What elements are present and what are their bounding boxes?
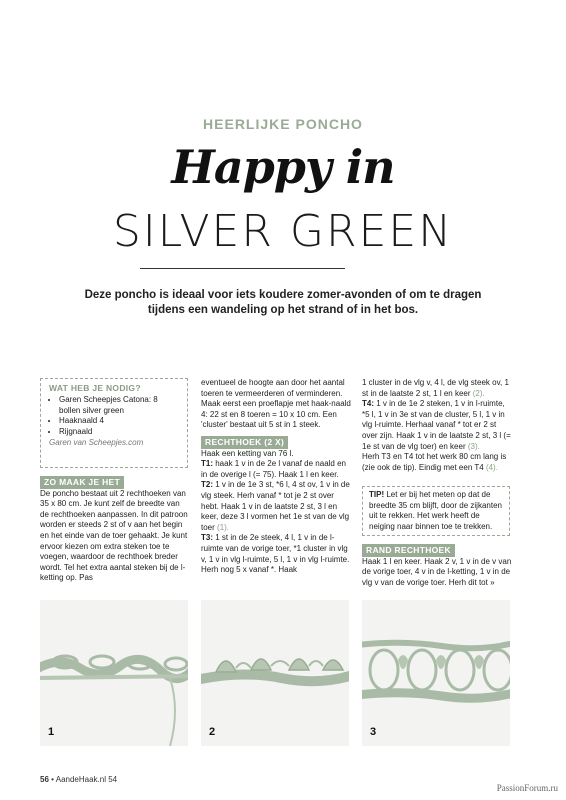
photo-ref: (1). [217,522,230,532]
crochet-strip-image [201,600,349,746]
main-title: SILVER GREEN [112,206,454,257]
row-label: T2: [201,480,213,490]
col2-intro: eventueel de hoogte aan door het aantal toeren te vermeerderen of verminderen. Maak eerst een proeflapje met haak-naald 4: 22 st en 8 toeren = 10 x 10 cm. Een 'cluster' bestaat uit 5 st in 1 steek. [201,378,351,430]
footer-bullet: • [51,775,54,784]
photo-number: 1 [48,726,55,738]
section-heading-border: RAND RECHTHOEK [362,544,455,557]
photo-ref: (2). [472,388,485,398]
row-text: 1 v in de 1e 2 steken, 1 v in l-ruimte, *5 l, 1 v in 3e st van de cluster, 5 l, 1 v in vlg l-ruimte. Herhaal vanaf * tot er 2 st over zijn. Haak 1 v in de laatste 2 st, 3 l (= 1e st van de vlg toer) en keer [362,399,511,451]
row-label: T3: [201,533,213,543]
materials-list [49,395,179,437]
tip-label: TIP! [369,490,385,499]
title-divider [140,268,345,269]
watermark: PassionForum.ru [496,783,558,793]
tip-text: Let er bij het meten op dat de breedte 35 cm blijft, door de zijkanten uit te rekken. Het werk heeft de neiging naar binnen toe te trekken. [369,490,502,531]
intro-text: Deze poncho is ideaal voor iets koudere zomer-avonden of om te dragen tijdens een wandeling op het strand of in het bos. [84,289,482,316]
footer-source: AandeHaak.nl 54 [55,775,118,784]
border-text: Haak 1 l en keer. Haak 2 v, 1 v in de v van de vorige toer, 4 v in de l-ketting, 1 v in de vlg v van de vorige toer. Herh dit tot » [362,556,512,587]
column-3 [362,378,512,473]
border-section [362,544,512,588]
step-photo-3 [362,600,510,746]
kicker-title: HEERLIJKE PONCHO [203,116,363,132]
crochet-strip-image [362,600,510,746]
col1-body: De poncho bestaat uit 2 rechthoeken van 35 x 80 cm. Je kunt zelf de breedte van de rechthoeken aanpassen. In dit patroon worden er steeds 2 st of v aan het begin en het einde van de toer gehaakt. Je kunt ervoor kiezen om extra steken toe te voegen, waardoor de rechthoek breder wordt. Tel het extra aantal steken bij de l-ketting op. Pas [40,488,188,583]
col3-end: Herh T3 en T4 tot het werk 80 cm lang is (zie ook de tip). Eindig met een T4 [362,452,507,472]
photo-number: 2 [209,726,216,738]
section-heading-rectangle: RECHTHOEK (2 X) [201,436,288,449]
col2-line0: Haak een ketting van 76 l. [201,448,294,458]
photo-number: 3 [370,726,377,738]
tip-box [362,486,510,536]
script-title: Happy in [171,140,395,194]
list-item: • Garen Scheepjes Catona: 8 bollen silver green [59,395,179,416]
row-text: haak 1 v in de 2e l vanaf de naald en in de overige l (= 75). Haak 1 l en keer. [201,459,346,479]
column-1 [40,476,190,584]
page-number: 56 [40,775,49,784]
col3-intro: 1 cluster in de vlg v, 4 l, de vlg steek ov, 1 st in de laatste 2 st, 1 l en keer [362,378,509,398]
page-footer [40,775,117,784]
section-heading-how-to: ZO MAAK JE HET [40,476,124,489]
list-item: • Haaknaald 4 [59,416,179,427]
row-label: T4: [362,399,374,409]
row-label: T1: [201,459,213,469]
photo-ref: (3). [467,441,480,451]
row-text: 1 v in de 1e 3 st, *6 l, 4 st ov, 1 v in de vlg steek. Herh vanaf * tot je 2 st over hebt. Haak 1 v in de laatste 2 st, 3 l en keer, deze 3 l vormen het 1e st van de vlg toer [201,480,350,532]
yarn-credit: Garen van Scheepjes.com [49,438,144,448]
list-item: • Rijgnaald [59,427,179,438]
column-2 [201,378,351,576]
photo-ref: (4). [485,462,498,472]
step-photo-1 [40,600,188,746]
materials-heading: WAT HEB JE NODIG? [49,383,141,393]
crochet-strip-image [40,600,188,746]
materials-box [40,378,188,468]
row-text: 1 st in de 2e steek, 4 l, 1 v in de l-ruimte van de vorige toer, *1 cluster in vlg v, 1 v in vlg l-ruimte, 5 l, 1 v in vlg l-ruimte. Herh nog 5 x vanaf *. Haak [201,533,350,575]
step-photo-2 [201,600,349,746]
